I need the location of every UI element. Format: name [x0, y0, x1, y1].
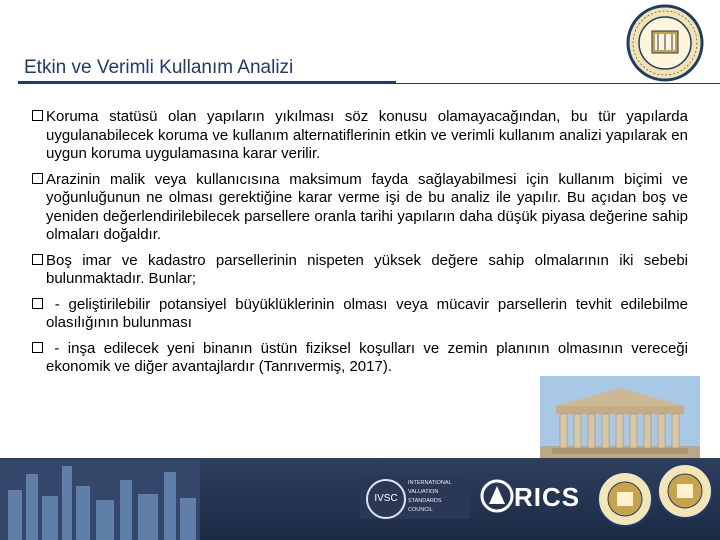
bullet-text: Boş imar ve kadastro parsellerinin nispeten yüksek değere sahip olmalarının iki sebebi bulunmaktadır. Bunlar; [46, 251, 688, 287]
bullet-text: Arazinin malik veya kullanıcısına maksimum fayda sağlayabilmesi için kullanım biçimi ve yoğunluğunun ne olması gerektiğine karar verme işi de bu analiz ile yapılır. Bu açıdan boş ve yeniden değerlendirilebilecek parsellere oranla tarihi yapıların daha düşük piyasa değerine sahip olmaları doğaldır. [46, 170, 688, 243]
checkbox-bullet-icon [32, 298, 43, 309]
slide-title: Etkin ve Verimli Kullanım Analizi [24, 57, 294, 78]
bullet-text: - inşa edilecek yeni binanın üstün fiziksel koşulları ve zemin planının olmasının vereceği ekonomik ve diğer avantajlardır (Tanrıvermiş, 2017). [46, 339, 688, 375]
bullet-item [32, 340, 688, 377]
checkbox-bullet-icon [32, 342, 43, 353]
checkbox-bullet-icon [32, 254, 43, 265]
bullet-item [32, 108, 688, 164]
bullet-item [32, 252, 688, 289]
ivsc-text: INTERNATIONAL VALUATION STANDARDS COUNCIL [408, 480, 452, 513]
rics-wordmark: RICS [514, 482, 581, 512]
bullet-text: Koruma statüsü olan yapıların yıkılması söz konusu olamayacağından, bu tür yapılarda uygulanabilecek koruma ve kullanım alternatiflerinin etkin ve verimli kullanım analizi yapılarak en uygun koruma uygulamasına karar verilir. [46, 108, 688, 162]
seal-left-icon [596, 470, 654, 528]
ivsc-logo [360, 475, 470, 519]
checkbox-bullet-icon [32, 173, 43, 184]
title-rule-extension [396, 83, 720, 84]
rics-emblem-icon [480, 476, 514, 516]
checkbox-bullet-icon [32, 110, 43, 121]
title-underline [18, 81, 396, 84]
city-skyline-image [0, 460, 200, 540]
bullet-text: - geliştirilebilir potansiyel büyüklüklerinin olması veya mücavir parsellerin tevhit edilebilme olasılığının bulunması [46, 295, 688, 331]
slide-content [32, 108, 688, 384]
rics-logo [478, 472, 598, 520]
seal-right-icon [656, 462, 714, 520]
ankara-universitesi-seal-icon [624, 4, 706, 82]
bullet-item [32, 296, 688, 333]
bullet-item [32, 171, 688, 245]
ivsc-mark: IVSC [366, 479, 406, 519]
